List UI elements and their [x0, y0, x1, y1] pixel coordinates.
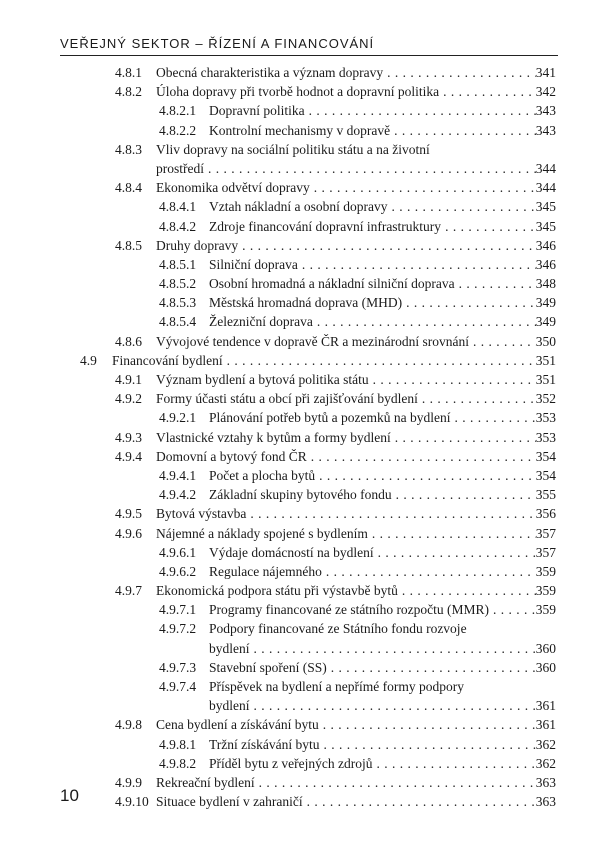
- dot-leader: [489, 600, 536, 619]
- dot-leader: [303, 792, 536, 811]
- dot-leader: [387, 197, 535, 216]
- toc-entry: [0, 504, 600, 523]
- toc-entry: [0, 236, 600, 255]
- dot-leader: [319, 715, 536, 734]
- toc-entry: [0, 293, 600, 312]
- toc-entry-page: 351: [535, 352, 556, 368]
- toc-entry-title: Cena bydlení a získávání bytu: [156, 717, 319, 733]
- dot-leader: [402, 293, 536, 312]
- toc-entry-page: 362: [535, 736, 556, 752]
- toc-entry: [0, 773, 600, 792]
- toc-entry-page: 359: [535, 602, 556, 618]
- toc-entry: [0, 197, 600, 216]
- toc-entry-title: Stavební spoření (SS): [209, 659, 327, 675]
- toc-entry-number: 4.9.1: [115, 372, 142, 388]
- toc-entry: [0, 485, 600, 504]
- toc-entry-page: 348: [535, 276, 556, 292]
- toc-entry-number: 4.9.10: [115, 794, 149, 810]
- toc-entry-page: 361: [535, 698, 556, 714]
- toc-entry-title: Programy financované ze státního rozpočtu (MMR): [209, 602, 490, 618]
- toc-entry-title: Příspěvek na bydlení a nepřímé formy podpory: [209, 679, 464, 695]
- toc-entry-page: 349: [535, 314, 556, 330]
- dot-leader: [298, 255, 536, 274]
- toc-entry-page: 343: [535, 122, 556, 138]
- toc-entry-number: 4.8.4: [115, 180, 142, 196]
- toc-entry-number: 4.9.4.1: [159, 467, 197, 483]
- toc-entry: [0, 82, 600, 101]
- toc-entry-title: bydlení: [209, 698, 250, 714]
- toc-entry: [0, 677, 600, 715]
- toc-entry-page: 352: [535, 391, 556, 407]
- toc-entry: [0, 447, 600, 466]
- toc-entry-page: 344: [535, 160, 556, 176]
- toc-entry-page: 357: [535, 525, 556, 541]
- toc-entry-page: 351: [535, 372, 556, 388]
- toc-entry-title: Vlastnické vztahy k bytům a formy bydlení: [156, 429, 391, 445]
- toc-entry-title: Silniční doprava: [209, 256, 298, 272]
- running-head: VEŘEJNÝ SEKTOR – ŘÍZENÍ A FINANCOVÁNÍ: [60, 36, 375, 51]
- toc-entry-title: bydlení: [209, 640, 250, 656]
- toc-entry-title: Vliv dopravy na sociální politiku státu a na životní: [156, 141, 430, 157]
- dot-leader: [391, 428, 536, 447]
- toc-entry: [0, 715, 600, 734]
- toc-entry: [0, 466, 600, 485]
- toc-entry-number: 4.9.3: [115, 429, 142, 445]
- toc-entry-number: 4.8.3: [115, 141, 142, 157]
- dot-leader: [374, 543, 536, 562]
- toc-entry-number: 4.8.5.2: [159, 276, 197, 292]
- toc-entry-number: 4.9.7.3: [159, 659, 197, 675]
- toc-entry: [0, 140, 600, 178]
- toc-entry-number: 4.9.7.1: [159, 602, 197, 618]
- toc-entry-page: 356: [535, 506, 556, 522]
- toc-entry: [0, 581, 600, 600]
- toc-entry-title: Nájemné a náklady spojené s bydlením: [156, 525, 368, 541]
- dot-leader: [469, 332, 536, 351]
- toc-entry-title: Obecná charakteristika a význam dopravy: [156, 65, 384, 80]
- toc-entry-title: Zdroje financování dopravní infrastruktury: [209, 218, 442, 234]
- toc-entry: [0, 312, 600, 331]
- toc-entry-title: Formy účasti státu a obcí při zajišťování bydlení: [156, 391, 418, 407]
- toc-entry-number: 4.8.5.1: [159, 256, 197, 272]
- dot-leader: [307, 447, 536, 466]
- toc-entry-number: 4.9.8: [115, 717, 142, 733]
- toc-entry-page: 360: [535, 659, 556, 675]
- toc-entry: [0, 178, 600, 197]
- toc-entry: [0, 600, 600, 619]
- toc-entry-number: 4.8.2: [115, 84, 142, 100]
- toc-entry-title: Situace bydlení v zahraničí: [156, 794, 303, 810]
- dot-leader: [369, 370, 536, 389]
- toc-entry-title: Ekonomika odvětví dopravy: [156, 180, 310, 196]
- toc-entry-page: 363: [535, 794, 556, 810]
- toc-entry-title: Železniční doprava: [209, 314, 313, 330]
- toc-entry-page: 354: [535, 467, 556, 483]
- toc-entry-title: Druhy dopravy: [156, 237, 239, 253]
- dot-leader: [250, 696, 536, 715]
- dot-leader: [238, 236, 536, 255]
- dot-leader: [392, 485, 536, 504]
- toc-entry-number: 4.9.2.1: [159, 410, 197, 426]
- toc-entry-title: Podpory financované ze Státního fondu rozvoje: [209, 621, 467, 637]
- toc-entry-title: Bytová výstavba: [156, 506, 247, 522]
- toc-entry-title: Plánování potřeb bytů a pozemků na bydlení: [209, 410, 451, 426]
- toc-entry-page: 346: [535, 237, 556, 253]
- toc-entry-page: 363: [535, 774, 556, 790]
- toc-entry-title: Základní skupiny bytového fondu: [209, 487, 392, 503]
- toc-entry-number: 4.9.7.4: [159, 679, 197, 695]
- dot-leader: [250, 639, 536, 658]
- toc-entry-number: 4.8.5.4: [159, 314, 197, 330]
- toc-entry-number: 4.8.2.2: [159, 122, 197, 138]
- dot-leader: [246, 504, 535, 523]
- toc-entry-title: Osobní hromadná a nákladní silniční doprava: [209, 276, 455, 292]
- toc-entry: [0, 658, 600, 677]
- dot-leader: [305, 101, 536, 120]
- toc-entry-number: 4.9.6.1: [159, 544, 197, 560]
- toc-entry: [0, 735, 600, 754]
- toc-entry-number: 4.9.9: [115, 774, 142, 790]
- toc-entry: [0, 792, 600, 811]
- toc-entry: [0, 274, 600, 293]
- toc-entry-title: prostředí: [156, 160, 204, 176]
- toc-entry: [0, 121, 600, 140]
- toc-entry: [0, 543, 600, 562]
- toc-entry-page: 353: [535, 410, 556, 426]
- page-number: 10: [60, 786, 79, 805]
- dot-leader: [455, 274, 536, 293]
- toc-entry-title: Příděl bytu z veřejných zdrojů: [209, 755, 373, 771]
- toc-entry-title: Financování bydlení: [112, 352, 223, 368]
- toc-entry-page: 342: [535, 84, 556, 100]
- dot-leader: [398, 581, 536, 600]
- toc-entry-number: 4.9.8.2: [159, 755, 197, 771]
- toc-entry-title: Úloha dopravy při tvorbě hodnot a dopravní politika: [156, 84, 440, 100]
- toc-entry-number: 4.8.5: [115, 237, 142, 253]
- dot-leader: [320, 735, 536, 754]
- toc-entry-number: 4.9.4.2: [159, 487, 197, 503]
- dot-leader: [327, 658, 536, 677]
- toc-entry: [0, 408, 600, 427]
- toc-entry-number: 4.8.1: [115, 65, 142, 80]
- toc-entry-page: 361: [535, 717, 556, 733]
- toc-entry-page: 360: [535, 640, 556, 656]
- toc-entry: [0, 619, 600, 657]
- dot-leader: [368, 524, 536, 543]
- toc-entry: [0, 63, 600, 82]
- toc-entry-page: 345: [535, 218, 556, 234]
- dot-leader: [372, 754, 535, 773]
- dot-leader: [255, 773, 536, 792]
- dot-leader: [315, 466, 536, 485]
- toc-entry-title: Dopravní politika: [209, 103, 305, 119]
- toc-entry-title: Tržní získávání bytu: [209, 736, 320, 752]
- toc-entry-page: 354: [535, 448, 556, 464]
- toc-entry-page: 341: [535, 65, 556, 80]
- toc-entry-number: 4.9.6: [115, 525, 142, 541]
- toc-entry: [0, 389, 600, 408]
- dot-leader: [313, 312, 536, 331]
- toc-entry-number: 4.9.8.1: [159, 736, 197, 752]
- toc-entry: [0, 101, 600, 120]
- toc-entry-page: 344: [535, 180, 556, 196]
- toc-entry-number: 4.8.6: [115, 333, 142, 349]
- toc-entry-page: 350: [535, 333, 556, 349]
- toc-entry: [0, 351, 600, 370]
- toc-entry-number: 4.9.7.2: [159, 621, 197, 637]
- toc-entry-page: 346: [535, 256, 556, 272]
- table-of-contents: [0, 63, 600, 811]
- toc-entry: [0, 524, 600, 543]
- toc-entry-number: 4.9.4: [115, 448, 142, 464]
- toc-entry-title: Počet a plocha bytů: [209, 467, 316, 483]
- toc-entry-number: 4.8.4.2: [159, 218, 197, 234]
- toc-entry-page: 362: [535, 755, 556, 771]
- toc-entry-number: 4.8.5.3: [159, 295, 197, 311]
- dot-leader: [441, 217, 536, 236]
- toc-entry-number: 4.9.2: [115, 391, 142, 407]
- header-rule: [60, 55, 558, 56]
- toc-entry-title: Městská hromadná doprava (MHD): [209, 295, 403, 311]
- dot-leader: [383, 63, 536, 82]
- dot-leader: [310, 178, 536, 197]
- dot-leader: [223, 351, 536, 370]
- toc-entry-number: 4.8.2.1: [159, 103, 197, 119]
- toc-entry-title: Ekonomická podpora státu při výstavbě bytů: [156, 583, 398, 599]
- toc-entry-number: 4.9.5: [115, 506, 142, 522]
- toc-entry-number: 4.9.6.2: [159, 563, 197, 579]
- toc-entry-number: 4.9.7: [115, 583, 142, 599]
- toc-entry-page: 353: [535, 429, 556, 445]
- dot-leader: [439, 82, 536, 101]
- dot-leader: [204, 159, 536, 178]
- toc-entry-number: 4.8.4.1: [159, 199, 197, 215]
- toc-entry-page: 343: [535, 103, 556, 119]
- toc-entry: [0, 217, 600, 236]
- toc-entry-page: 359: [535, 583, 556, 599]
- toc-entry-page: 345: [535, 199, 556, 215]
- toc-entry-page: 359: [535, 563, 556, 579]
- dot-leader: [322, 562, 536, 581]
- toc-entry-number: 4.9: [80, 352, 97, 368]
- toc-entry: [0, 332, 600, 351]
- dot-leader: [450, 408, 535, 427]
- toc-entry-title: Domovní a bytový fond ČR: [156, 448, 307, 464]
- toc-entry-title: Vztah nákladní a osobní dopravy: [209, 199, 388, 215]
- toc-entry-page: 355: [535, 487, 556, 503]
- toc-entry-title: Rekreační bydlení: [156, 774, 255, 790]
- toc-entry-page: 349: [535, 295, 556, 311]
- toc-entry: [0, 562, 600, 581]
- toc-entry: [0, 255, 600, 274]
- toc-entry: [0, 754, 600, 773]
- toc-entry-title: Výdaje domácností na bydlení: [209, 544, 374, 560]
- toc-entry-page: 357: [535, 544, 556, 560]
- dot-leader: [390, 121, 536, 140]
- toc-entry: [0, 370, 600, 389]
- toc-entry: [0, 428, 600, 447]
- dot-leader: [418, 389, 536, 408]
- toc-entry-title: Kontrolní mechanismy v dopravě: [209, 122, 391, 138]
- toc-entry-title: Význam bydlení a bytová politika státu: [156, 372, 369, 388]
- toc-entry-title: Regulace nájemného: [209, 563, 322, 579]
- toc-entry-title: Vývojové tendence v dopravě ČR a mezinárodní srovnání: [156, 333, 470, 349]
